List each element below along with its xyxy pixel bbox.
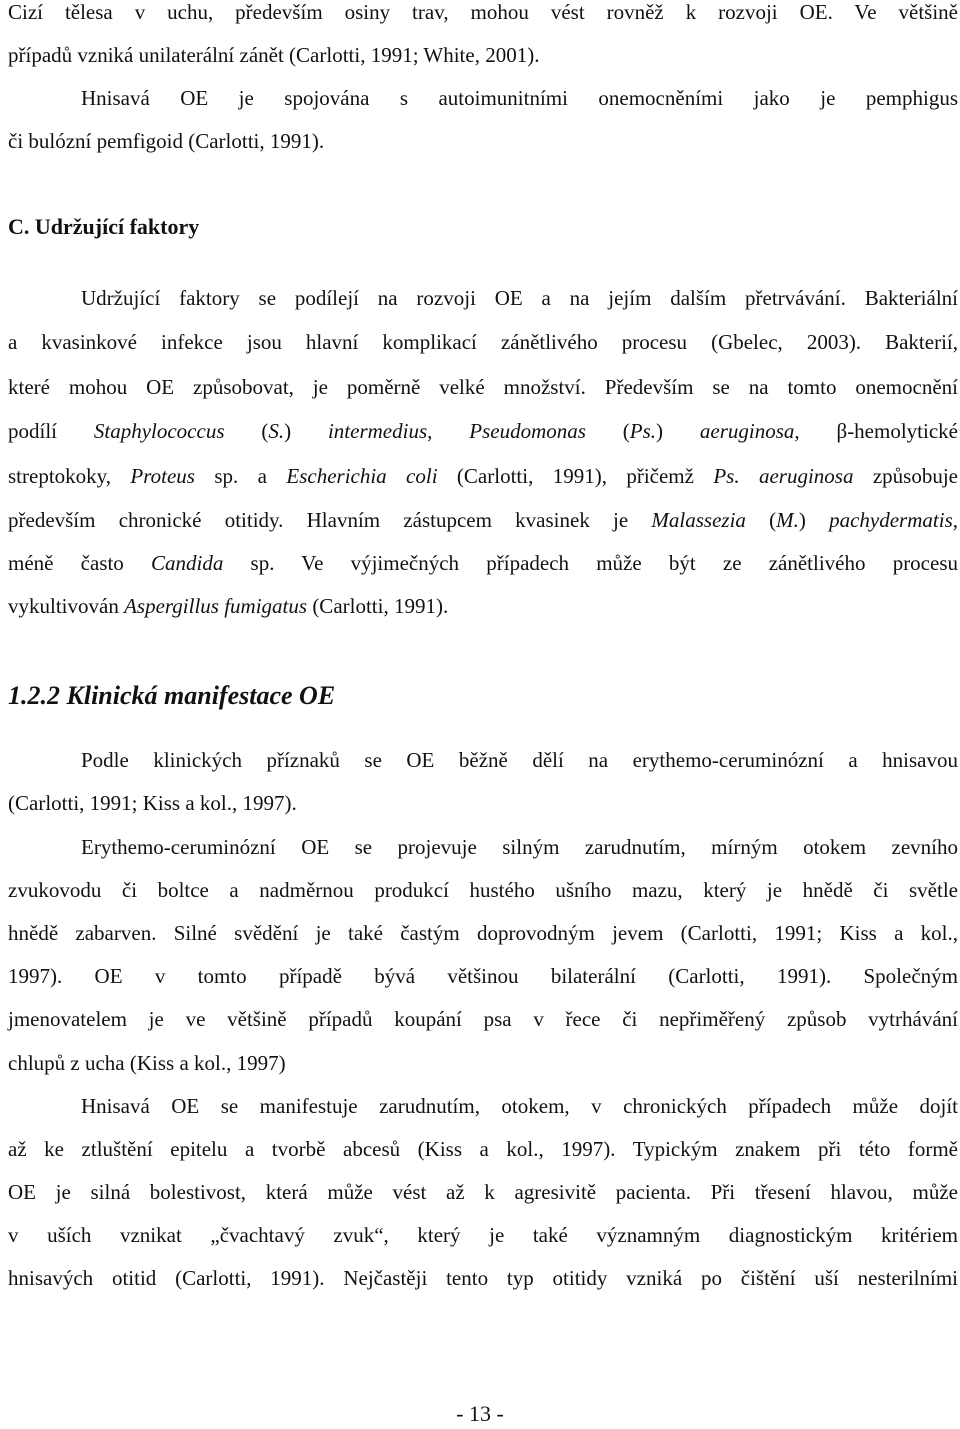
text-line: (Carlotti, 1991; Kiss a kol., 1997). [8,791,297,815]
text-line: 1997). OE v tomto případě bývá většinou bilaterální (Carlotti, 1991). Společným [8,964,958,988]
text-line: OE je silná bolestivost, která může vést až k agresivitě pacienta. Při třesení hlavou, může [8,1180,958,1204]
text-line: Udržující faktory se podílejí na rozvoji OE a na jejím dalším přetrvávání. Bakteriální [81,286,958,310]
page-number: - 13 - [456,1401,504,1426]
text-line: především chronické otitidy. Hlavním zástupcem kvasinek je Malassezia (M.) pachydermatis, [8,508,958,532]
text-line: méně často Candida sp. Ve výjimečných případech může být ze zánětlivého procesu [8,551,958,575]
section-heading: C. Udržující faktory [8,214,200,239]
text-line: Hnisavá OE se manifestuje zarudnutím, otokem, v chronických případech může dojít [81,1094,958,1118]
text-line: Hnisavá OE je spojována s autoimunitními onemocněními jako je pemphigus [81,86,958,110]
text-line: v uších vznikat „čvachtavý zvuk“, který je také významným diagnostickým kritériem [8,1223,958,1247]
section-heading: 1.2.2 Klinická manifestace OE [8,681,336,710]
text-line: Erythemo-ceruminózní OE se projevuje silným zarudnutím, mírným otokem zevního [81,835,958,859]
text-line: až ke ztluštění epitelu a tvorbě abcesů (Kiss a kol., 1997). Typickým znakem při této formě [8,1137,958,1161]
text-line: jmenovatelem je ve většině případů koupání psa v řece či nepřiměřený způsob vytrhávání [8,1007,958,1031]
text-line: vykultivován Aspergillus fumigatus (Carlotti, 1991). [8,594,449,618]
text-line: chlupů z ucha (Kiss a kol., 1997) [8,1051,286,1075]
text-line: hnědě zabarven. Silné svědění je také častým doprovodným jevem (Carlotti, 1991; Kiss a kol., [8,921,958,945]
text-line: zvukovodu či boltce a nadměrnou produkcí hustého ušního mazu, který je hnědě či světle [8,878,958,902]
text-line: které mohou OE způsobovat, je poměrně velké množství. Především se na tomto onemocnění [8,375,958,399]
text-line: Podle klinických příznaků se OE běžně dělí na erythemo-ceruminózní a hnisavou [81,748,958,772]
text-line: podílí Staphylococcus (S.) intermedius, Pseudomonas (Ps.) aeruginosa, β-hemolytické [8,419,958,443]
text-line: streptokoky, Proteus sp. a Escherichia coli (Carlotti, 1991), přičemž Ps. aeruginosa způsobuje [8,464,958,488]
text-line: či bulózní pemfigoid (Carlotti, 1991). [8,129,325,153]
text-line: hnisavých otitid (Carlotti, 1991). Nejčastěji tento typ otitidy vzniká po čištění uší nesterilními [8,1266,958,1290]
text-line: Cizí tělesa v uchu, především osiny trav, mohou vést rovněž k rozvoji OE. Ve většině [8,0,958,24]
text-line: případů vzniká unilaterální zánět (Carlotti, 1991; White, 2001). [8,43,540,67]
text-line: a kvasinkové infekce jsou hlavní komplikací zánětlivého procesu (Gbelec, 2003). Bakterií, [8,330,958,354]
